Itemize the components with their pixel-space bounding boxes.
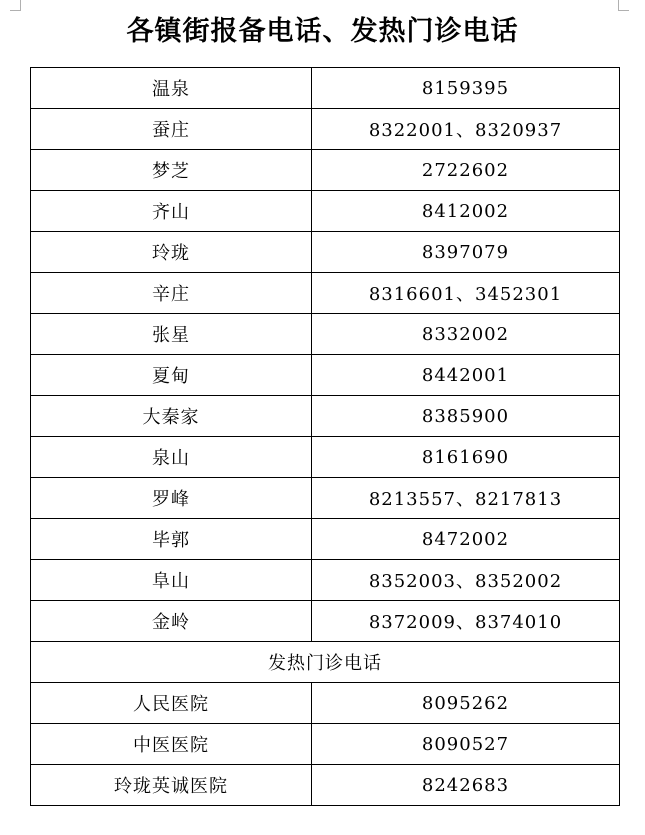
town-name-cell: 阜山 xyxy=(31,560,312,601)
table-row xyxy=(31,314,620,355)
town-name-cell: 金岭 xyxy=(31,601,312,642)
fever-clinic-heading: 发热门诊电话 xyxy=(31,642,620,683)
town-name-cell: 夏甸 xyxy=(31,355,312,396)
phone-table xyxy=(30,67,620,806)
clinic-name-cell: 中医医院 xyxy=(31,724,312,765)
town-phone-cell: 8352003、8352002 xyxy=(312,560,620,601)
town-phone-cell: 8412002 xyxy=(312,191,620,232)
town-phone-cell: 2722602 xyxy=(312,150,620,191)
table-row xyxy=(31,765,620,806)
table-row xyxy=(31,396,620,437)
town-phone-cell: 8322001、8320937 xyxy=(312,109,620,150)
town-phone-cell: 8372009、8374010 xyxy=(312,601,620,642)
town-phone-cell: 8332002 xyxy=(312,314,620,355)
town-phone-cell: 8385900 xyxy=(312,396,620,437)
table-row xyxy=(31,560,620,601)
table-row xyxy=(31,437,620,478)
clinic-phone-cell: 8090527 xyxy=(312,724,620,765)
town-name-cell: 梦芝 xyxy=(31,150,312,191)
town-name-cell: 毕郭 xyxy=(31,519,312,560)
town-name-cell: 温泉 xyxy=(31,68,312,109)
town-phone-cell: 8397079 xyxy=(312,232,620,273)
clinic-name-cell: 玲珑英诚医院 xyxy=(31,765,312,806)
clinic-phone-cell: 8242683 xyxy=(312,765,620,806)
table-row xyxy=(31,109,620,150)
table-row xyxy=(31,273,620,314)
town-phone-cell: 8213557、8217813 xyxy=(312,478,620,519)
town-phone-cell: 8316601、3452301 xyxy=(312,273,620,314)
table-row xyxy=(31,68,620,109)
table-row xyxy=(31,724,620,765)
page-corner-mark xyxy=(10,0,21,11)
town-phone-cell: 8472002 xyxy=(312,519,620,560)
clinic-phone-cell: 8095262 xyxy=(312,683,620,724)
table-row xyxy=(31,478,620,519)
town-phone-cell: 8159395 xyxy=(312,68,620,109)
town-name-cell: 辛庄 xyxy=(31,273,312,314)
table-row xyxy=(31,519,620,560)
section-heading-row xyxy=(31,642,620,683)
town-name-cell: 蚕庄 xyxy=(31,109,312,150)
page-title: 各镇街报备电话、发热门诊电话 xyxy=(126,16,519,47)
table-row xyxy=(31,150,620,191)
town-name-cell: 齐山 xyxy=(31,191,312,232)
table-row xyxy=(31,191,620,232)
table-row xyxy=(31,683,620,724)
town-name-cell: 张星 xyxy=(31,314,312,355)
town-name-cell: 大秦家 xyxy=(31,396,312,437)
table-row xyxy=(31,232,620,273)
town-phone-cell: 8442001 xyxy=(312,355,620,396)
phone-table-body xyxy=(31,68,620,806)
town-name-cell: 罗峰 xyxy=(31,478,312,519)
page-corner-mark xyxy=(618,0,629,11)
town-name-cell: 玲珑 xyxy=(31,232,312,273)
clinic-name-cell: 人民医院 xyxy=(31,683,312,724)
town-phone-cell: 8161690 xyxy=(312,437,620,478)
table-row xyxy=(31,601,620,642)
town-name-cell: 泉山 xyxy=(31,437,312,478)
table-row xyxy=(31,355,620,396)
